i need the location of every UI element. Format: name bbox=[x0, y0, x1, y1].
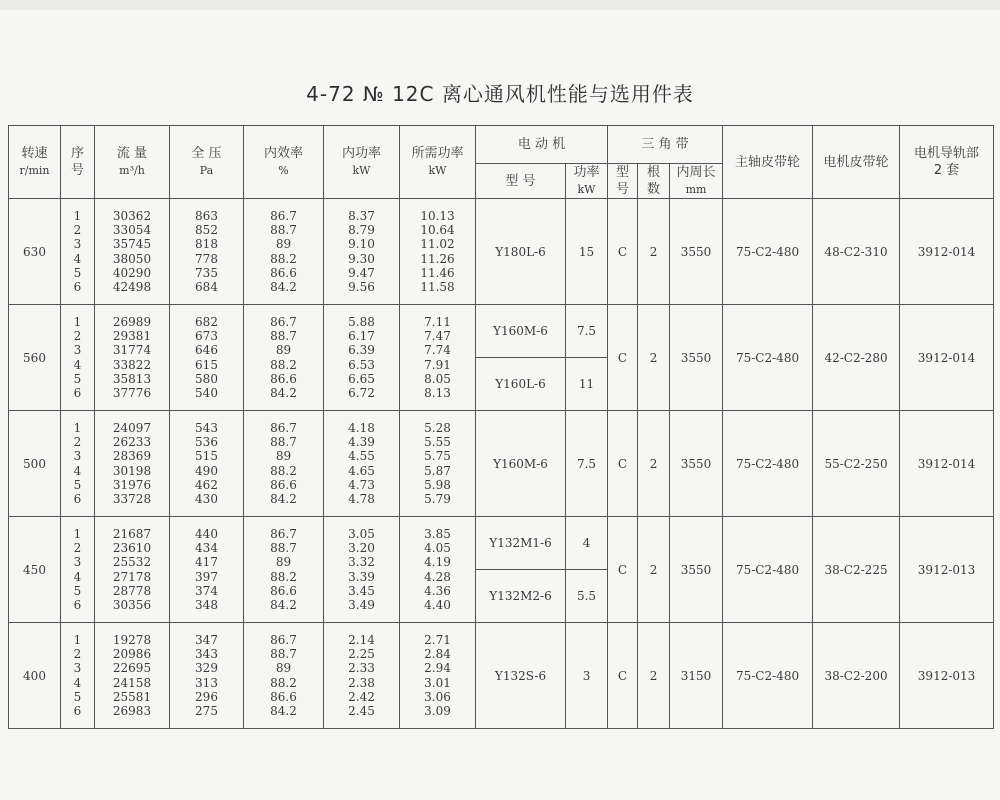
pressure-cell: 682 673 646 615 580 540 bbox=[170, 305, 244, 411]
required-power-cell: 3.85 4.05 4.19 4.28 4.36 4.40 bbox=[400, 517, 476, 623]
header-motor-model: 型 号 bbox=[476, 164, 566, 199]
rail-cell: 3912-014 bbox=[900, 411, 994, 517]
table-row-group bbox=[9, 199, 994, 305]
internal-power-cell: 2.14 2.25 2.33 2.38 2.42 2.45 bbox=[324, 623, 400, 729]
belt-length-cell: 3150 bbox=[670, 623, 723, 729]
main-pulley-cell: 75-C2-480 bbox=[723, 623, 813, 729]
speed-cell: 450 bbox=[9, 517, 61, 623]
motor-model-cell: Y132M1-6 bbox=[476, 517, 566, 570]
seq-cell: 1 2 3 4 5 6 bbox=[61, 199, 95, 305]
required-power-cell: 2.71 2.84 2.94 3.01 3.06 3.09 bbox=[400, 623, 476, 729]
belt-length-cell: 3550 bbox=[670, 199, 723, 305]
belt-count-cell: 2 bbox=[638, 199, 670, 305]
motor-power-cell: 4 bbox=[566, 517, 608, 570]
main-pulley-cell: 75-C2-480 bbox=[723, 305, 813, 411]
belt-length-cell: 3550 bbox=[670, 517, 723, 623]
motor-power-cell: 7.5 bbox=[566, 411, 608, 517]
motor-power-cell: 11 bbox=[566, 358, 608, 411]
motor-pulley-cell: 55-C2-250 bbox=[813, 411, 900, 517]
pressure-cell: 347 343 329 313 296 275 bbox=[170, 623, 244, 729]
seq-cell: 1 2 3 4 5 6 bbox=[61, 623, 95, 729]
motor-model-cell: Y160M-6 bbox=[476, 411, 566, 517]
motor-power-cell: 7.5 bbox=[566, 305, 608, 358]
internal-power-cell: 4.18 4.39 4.55 4.65 4.73 4.78 bbox=[324, 411, 400, 517]
flow-cell: 30362 33054 35745 38050 40290 42498 bbox=[95, 199, 170, 305]
rail-cell: 3912-014 bbox=[900, 305, 994, 411]
rail-cell: 3912-013 bbox=[900, 517, 994, 623]
belt-length-cell: 3550 bbox=[670, 305, 723, 411]
rail-cell: 3912-014 bbox=[900, 199, 994, 305]
flow-cell: 24097 26233 28369 30198 31976 33728 bbox=[95, 411, 170, 517]
motor-pulley-cell: 38-C2-200 bbox=[813, 623, 900, 729]
internal-power-cell: 8.37 8.79 9.10 9.30 9.47 9.56 bbox=[324, 199, 400, 305]
motor-model-cell: Y132M2-6 bbox=[476, 570, 566, 623]
header-internal-power: 内功率 kW bbox=[324, 126, 400, 199]
required-power-cell: 7.11 7.47 7.74 7.91 8.05 8.13 bbox=[400, 305, 476, 411]
header-belt: 三 角 带 bbox=[608, 126, 723, 164]
header-motor-pulley: 电机皮带轮 bbox=[813, 126, 900, 199]
main-pulley-cell: 75-C2-480 bbox=[723, 199, 813, 305]
belt-count-cell: 2 bbox=[638, 517, 670, 623]
motor-power-cell: 15 bbox=[566, 199, 608, 305]
seq-cell: 1 2 3 4 5 6 bbox=[61, 517, 95, 623]
internal-power-cell: 3.05 3.20 3.32 3.39 3.45 3.49 bbox=[324, 517, 400, 623]
belt-count-cell: 2 bbox=[638, 305, 670, 411]
belt-type-cell: C bbox=[608, 199, 638, 305]
seq-cell: 1 2 3 4 5 6 bbox=[61, 305, 95, 411]
performance-table bbox=[8, 125, 994, 729]
efficiency-cell: 86.7 88.7 89 88.2 86.6 84.2 bbox=[244, 305, 324, 411]
required-power-cell: 10.13 10.64 11.02 11.26 11.46 11.58 bbox=[400, 199, 476, 305]
efficiency-cell: 86.7 88.7 89 88.2 86.6 84.2 bbox=[244, 517, 324, 623]
header-main-pulley: 主轴皮带轮 bbox=[723, 126, 813, 199]
motor-pulley-cell: 42-C2-280 bbox=[813, 305, 900, 411]
motor-model-cell: Y160L-6 bbox=[476, 358, 566, 411]
efficiency-cell: 86.7 88.7 89 88.2 86.6 84.2 bbox=[244, 199, 324, 305]
table-row-group bbox=[9, 517, 994, 570]
speed-cell: 630 bbox=[9, 199, 61, 305]
motor-power-cell: 5.5 bbox=[566, 570, 608, 623]
motor-model-cell: Y132S-6 bbox=[476, 623, 566, 729]
speed-cell: 500 bbox=[9, 411, 61, 517]
belt-count-cell: 2 bbox=[638, 411, 670, 517]
header-belt-length: 内周长 mm bbox=[670, 164, 723, 199]
table-body bbox=[9, 199, 994, 729]
header-flow: 流 量 m³/h bbox=[95, 126, 170, 199]
speed-cell: 560 bbox=[9, 305, 61, 411]
pressure-cell: 543 536 515 490 462 430 bbox=[170, 411, 244, 517]
motor-pulley-cell: 48-C2-310 bbox=[813, 199, 900, 305]
header-motor-power: 功率 kW bbox=[566, 164, 608, 199]
motor-power-cell: 3 bbox=[566, 623, 608, 729]
header-pressure: 全 压 Pa bbox=[170, 126, 244, 199]
belt-type-cell: C bbox=[608, 305, 638, 411]
pressure-cell: 863 852 818 778 735 684 bbox=[170, 199, 244, 305]
header-speed: 转速 r/min bbox=[9, 126, 61, 199]
table-row-group bbox=[9, 623, 994, 729]
header-belt-type: 型 号 bbox=[608, 164, 638, 199]
main-pulley-cell: 75-C2-480 bbox=[723, 411, 813, 517]
rail-cell: 3912-013 bbox=[900, 623, 994, 729]
header-required-power: 所需功率 kW bbox=[400, 126, 476, 199]
motor-model-cell: Y180L-6 bbox=[476, 199, 566, 305]
efficiency-cell: 86.7 88.7 89 88.2 86.6 84.2 bbox=[244, 411, 324, 517]
main-pulley-cell: 75-C2-480 bbox=[723, 517, 813, 623]
flow-cell: 19278 20986 22695 24158 25581 26983 bbox=[95, 623, 170, 729]
belt-count-cell: 2 bbox=[638, 623, 670, 729]
header-motor: 电 动 机 bbox=[476, 126, 608, 164]
seq-cell: 1 2 3 4 5 6 bbox=[61, 411, 95, 517]
flow-cell: 26989 29381 31774 33822 35813 37776 bbox=[95, 305, 170, 411]
table-row-group bbox=[9, 305, 994, 358]
belt-type-cell: C bbox=[608, 623, 638, 729]
page-title: 4-72 № 12C 离心通风机性能与选用件表 bbox=[306, 82, 694, 106]
motor-pulley-cell: 38-C2-225 bbox=[813, 517, 900, 623]
belt-type-cell: C bbox=[608, 411, 638, 517]
speed-cell: 400 bbox=[9, 623, 61, 729]
motor-model-cell: Y160M-6 bbox=[476, 305, 566, 358]
belt-length-cell: 3550 bbox=[670, 411, 723, 517]
header-efficiency: 内效率 % bbox=[244, 126, 324, 199]
header-seq: 序 号 bbox=[61, 126, 95, 199]
header-rail: 电机导轨部 2 套 bbox=[900, 126, 994, 199]
internal-power-cell: 5.88 6.17 6.39 6.53 6.65 6.72 bbox=[324, 305, 400, 411]
belt-type-cell: C bbox=[608, 517, 638, 623]
required-power-cell: 5.28 5.55 5.75 5.87 5.98 5.79 bbox=[400, 411, 476, 517]
pressure-cell: 440 434 417 397 374 348 bbox=[170, 517, 244, 623]
header-belt-count: 根 数 bbox=[638, 164, 670, 199]
flow-cell: 21687 23610 25532 27178 28778 30356 bbox=[95, 517, 170, 623]
table-row-group bbox=[9, 411, 994, 517]
efficiency-cell: 86.7 88.7 89 88.2 86.6 84.2 bbox=[244, 623, 324, 729]
